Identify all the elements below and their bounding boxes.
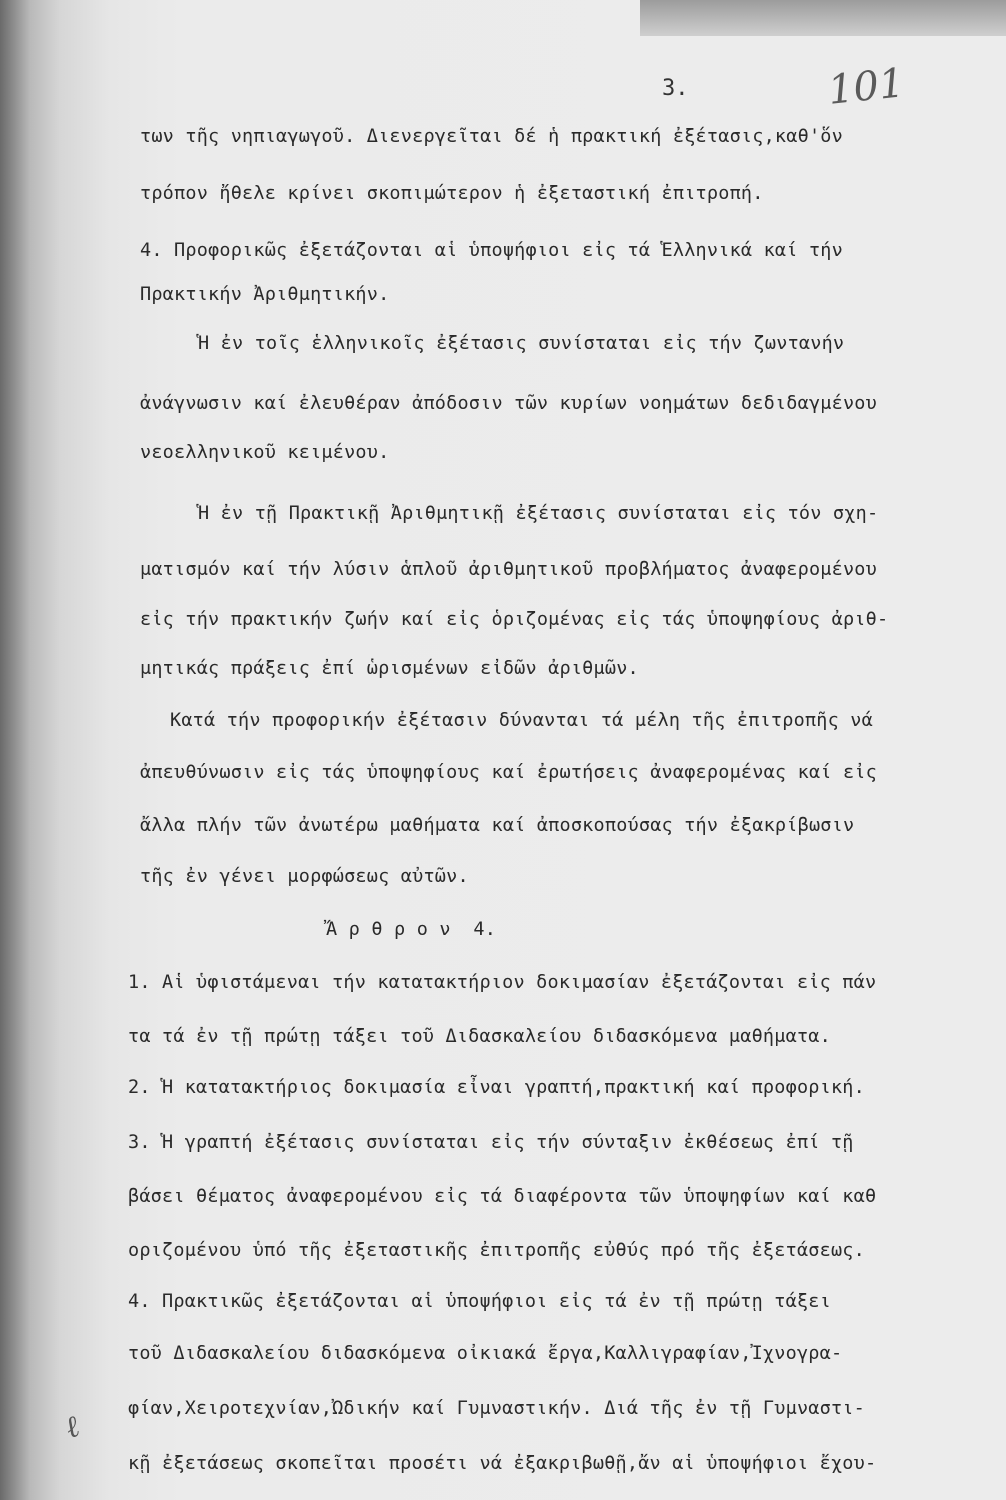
text-line: ἄλλα πλήν τῶν ἀνωτέρω μαθήματα καί ἀποσκοπούσας τήν ἐξακρίβωσιν bbox=[140, 815, 855, 836]
text-line: τοῦ Διδασκαλείου διδασκόμενα οἰκιακά ἔργα,Καλλιγραφίαν,Ἰχνογρα- bbox=[128, 1343, 843, 1364]
text-line: 3. Ἡ γραπτή ἐξέτασις συνίσταται εἰς τήν σύνταξιν ἐκθέσεως ἐπί τῇ bbox=[128, 1132, 854, 1153]
text-line: κῇ ἐξετάσεως σκοπεῖται προσέτι νά ἐξακριβωθῇ,ἄν αἱ ὑποψήφιοι ἔχου- bbox=[128, 1453, 877, 1474]
text-line: οριζομένου ὑπό τῆς ἐξεταστικῆς ἐπιτροπῆς εὐθύς πρό τῆς ἐξετάσεως. bbox=[128, 1240, 865, 1261]
text-line: 4. Πρακτικῶς ἐξετάζονται αἱ ὑποψήφιοι εἰς τά ἐν τῇ πρώτῃ τάξει bbox=[128, 1291, 831, 1312]
text-line: 4. Προφορικῶς ἐξετάζονται αἱ ὑποψήφιοι εἰς τά Ἑλληνικά καί τήν bbox=[140, 240, 843, 261]
text-line: ματισμόν καί τήν λύσιν ἁπλοῦ ἀριθμητικοῦ προβλήματος ἀναφερομένου bbox=[140, 559, 877, 580]
text-line: τῆς ἐν γένει μορφώσεως αὐτῶν. bbox=[140, 866, 469, 887]
handwritten-margin-mark: ℓ bbox=[60, 1408, 85, 1447]
text-line: ἀνάγνωσιν καί ἐλευθέραν ἀπόδοσιν τῶν κυρίων νοημάτων δεδιδαγμένου bbox=[140, 393, 877, 414]
text-line: ἀπευθύνωσιν εἰς τάς ὑποψηφίους καί ἐρωτήσεις ἀναφερομένας καί εἰς bbox=[140, 762, 877, 783]
handwritten-folio-number: 101 bbox=[825, 60, 907, 114]
text-line: τρόπον ἤθελε κρίνει σκοπιμώτερον ἡ ἐξεταστική ἐπιτροπή. bbox=[140, 183, 764, 204]
text-line: εἰς τήν πρακτικήν ζωήν καί εἰς ὁριζομένας εἰς τάς ὑποψηφίους ἀριθ- bbox=[140, 609, 889, 630]
text-line: νεοελληνικοῦ κειμένου. bbox=[140, 442, 390, 463]
text-line: φίαν,Χειροτεχνίαν,Ὠδικήν καί Γυμναστικήν. Διά τῆς ἐν τῇ Γυμναστι- bbox=[128, 1398, 865, 1419]
text-line: βάσει θέματος ἀναφερομένου εἰς τά διαφέροντα τῶν ὑποψηφίων καί καθ bbox=[128, 1186, 877, 1207]
text-line: Ἡ ἐν τῇ Πρακτικῇ Ἀριθμητικῇ ἐξέτασις συνίσταται εἰς τόν σχη- bbox=[198, 503, 879, 524]
text-line: μητικάς πράξεις ἐπί ὡρισμένων εἰδῶν ἀριθμῶν. bbox=[140, 658, 639, 679]
page-number: 3. bbox=[662, 76, 689, 101]
text-line: Ἡ ἐν τοῖς ἑλληνικοῖς ἐξέτασις συνίσταται εἰς τήν ζωντανήν bbox=[198, 333, 845, 354]
article-heading: Ἄ ρ θ ρ ο ν 4. bbox=[326, 919, 497, 940]
text-line: Πρακτικήν Ἀριθμητικήν. bbox=[140, 284, 390, 305]
text-line: 2. Ἡ κατατακτήριος δοκιμασία εἶναι γραπτή,πρακτική καί προφορική. bbox=[128, 1077, 865, 1098]
text-line: Κατά τήν προφορικήν ἐξέτασιν δύνανται τά μέλη τῆς ἐπιτροπῆς νά bbox=[170, 710, 873, 731]
text-line: των τῆς νηπιαγωγοῦ. Διενεργεῖται δέ ἡ πρακτική ἐξέτασις,καθ'ὅν bbox=[140, 126, 843, 147]
scan-edge bbox=[640, 0, 1006, 36]
text-line: 1. Αἱ ὑφιστάμεναι τήν κατατακτήριον δοκιμασίαν ἐξετάζονται εἰς πάν bbox=[128, 972, 877, 993]
text-line: τα τά ἐν τῇ πρώτῃ τάξει τοῦ Διδασκαλείου διδασκόμενα μαθήματα. bbox=[128, 1026, 831, 1047]
